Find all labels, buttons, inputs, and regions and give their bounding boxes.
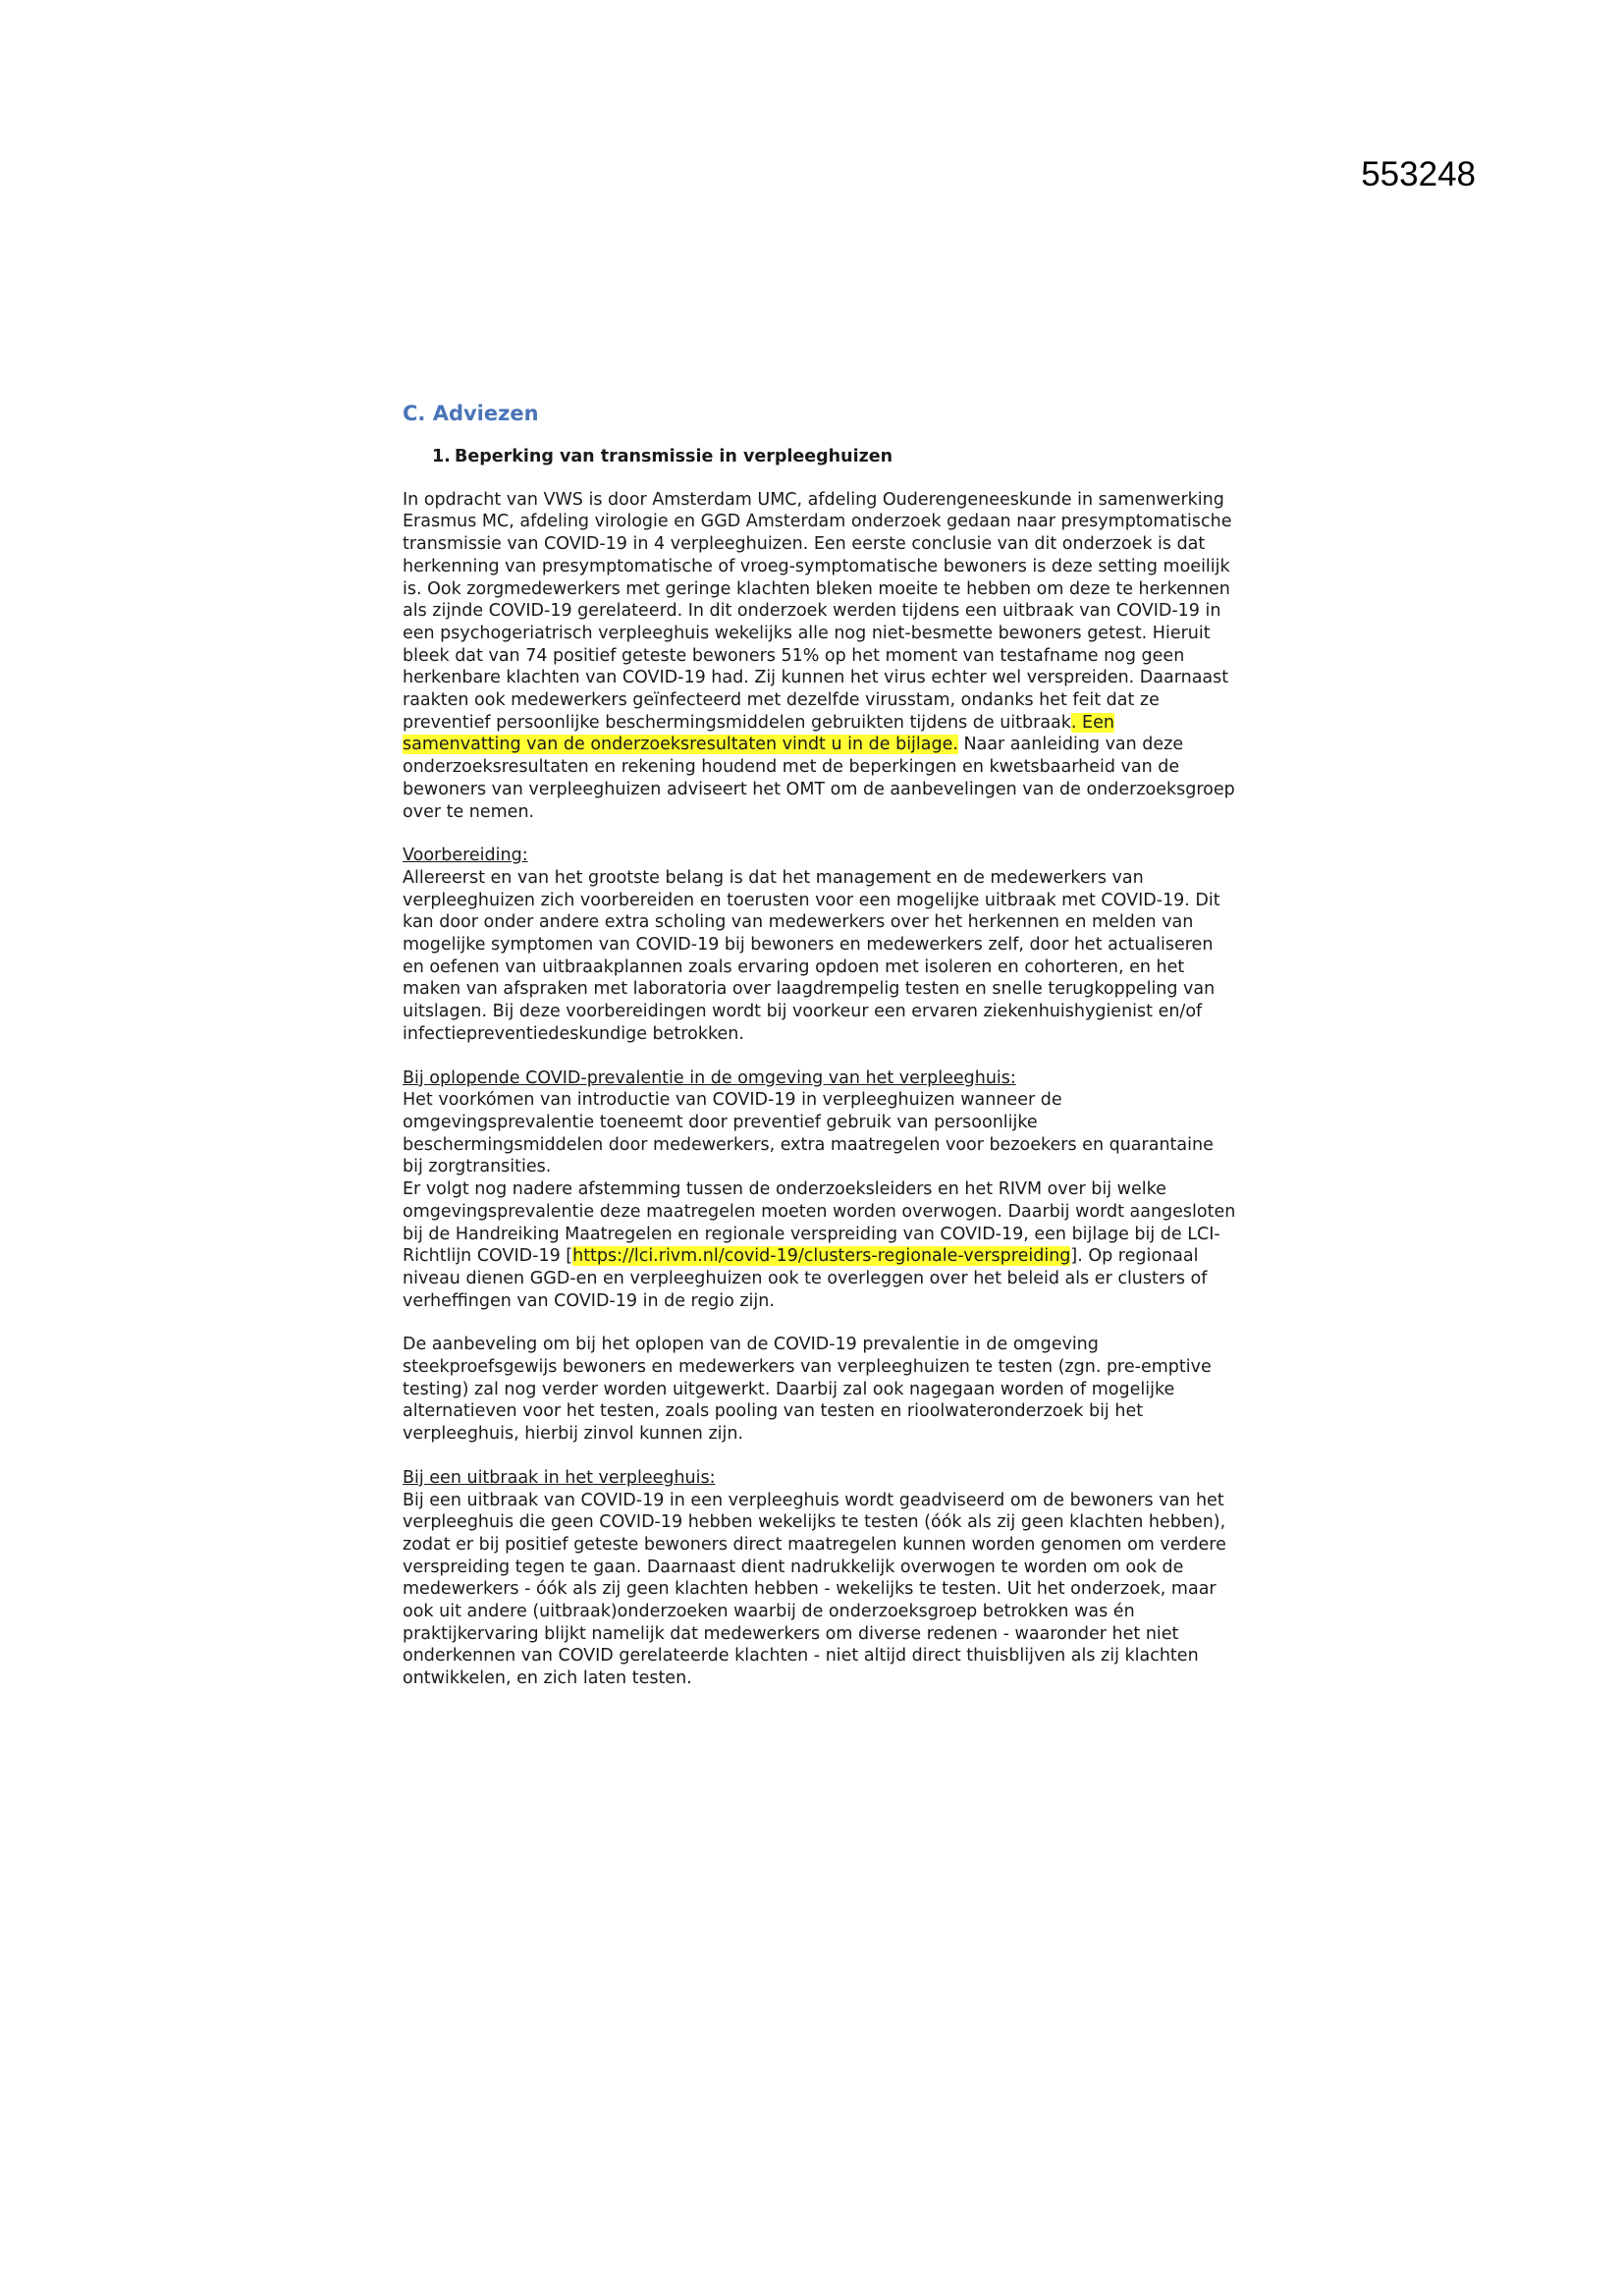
voorbereiding-heading: Voorbereiding: bbox=[403, 846, 528, 866]
oplopend-paragraph bbox=[403, 1067, 1237, 1313]
intro-paragraph bbox=[403, 489, 1237, 824]
uitbraak-text: Bij een uitbraak van COVID-19 in een verpleeghuis wordt geadviseerd om de bewoners van het verpleeghuis die geen COVID-19 hebben wekelijks te testen (óók als zij geen klachten hebben), zodat er bij positief geteste bewoners direct maatregelen kunnen worden genomen om verdere verspreiding tegen te gaan. Daarnaast dient nadrukkelijk overwogen te worden om ook de medewerkers - óók als zij geen klachten hebben - wekelijks te testen. Uit het onderzoek, maar ook uit andere (uitbraak)onderzoeken waarbij de onderzoeksgroep betrokken was én praktijkervaring blijkt namelijk dat medewerkers om diverse redenen - waaronder het niet onderkennen van COVID gerelateerde klachten - niet altijd direct thuisblijven als zij klachten ontwikkelen, en zich laten testen. bbox=[403, 1490, 1226, 1689]
oplopend-text: Het voorkómen van introductie van COVID-19 in verpleeghuizen wanneer de omgevingsprevalentie toeneemt door preventief gebruik van persoonlijke beschermingsmiddelen door medewerkers, extra maatregelen voor bezoekers en quarantaine bij zorgtransities. bbox=[403, 1090, 1214, 1177]
aanbeveling-paragraph bbox=[403, 1334, 1237, 1446]
section-title: C. Adviezen bbox=[403, 402, 539, 425]
oplopend-text-afstemming: Er volgt nog nadere afstemming tussen de onderzoeksleiders en het RIVM over bij welke omgevingsprevalentie deze maatregelen moeten worden overwogen. Daarbij wordt aangesloten bij de Handreiking Maatregelen en regionale verspreiding van COVID-19, een bijlage bij de LCI-Richtlijn COVID-19 [ bbox=[403, 1179, 1236, 1267]
subsection-title-text: Beperking van transmissie in verpleeghuizen bbox=[455, 447, 893, 466]
oplopend-heading: Bij oplopende COVID-prevalentie in de omgeving van het verpleeghuis: bbox=[403, 1067, 1016, 1088]
document-body bbox=[403, 401, 1237, 1712]
intro-text: In opdracht van VWS is door Amsterdam UMC, afdeling Ouderengeneeskunde in samenwerking Erasmus MC, afdeling virologie en GGD Amsterdam onderzoek gedaan naar presymptomatische transmissie van COVID-19 in 4 verpleeghuizen. Een eerste conclusie van dit onderzoek is dat herkenning van presymptomatische of vroeg-symptomatische bewoners is deze setting moeilijk is. Ook zorgmedewerkers met geringe klachten bleken moeite te hebben om deze te herkennen als zijnde COVID-19 gerelateerd. In dit onderzoek werden tijdens een uitbraak van COVID-19 in een psychogeriatrisch verpleeghuis wekelijks alle nog niet-besmette bewoners getest. Hieruit bleek dat van 74 positief geteste bewoners 51% op het moment van testafname nog geen herkenbare klachten van COVID-19 had. Zij kunnen het virus echter wel verspreiden. Daarnaast raakten ook medewerkers geïnfecteerd met dezelfde virusstam, ondanks het feit dat ze preventief persoonlijke beschermingsmiddelen gebruikten tijdens de uitbraak bbox=[403, 489, 1232, 733]
document-number: 553248 bbox=[1361, 155, 1476, 193]
aanbeveling-text: De aanbeveling om bij het oplopen van de COVID-19 prevalentie in de omgeving steekproefsgewijs bewoners en medewerkers van verpleeghuizen te testen (zgn. pre-emptive testing) zal nog verder worden uitgewerkt. Daarbij zal ook nagegaan worden of mogelijke alternatieven voor het testen, zoals pooling van testen en rioolwateronderzoek bij het verpleeghuis, hierbij zinvol kunnen zijn. bbox=[403, 1335, 1212, 1445]
voorbereiding-paragraph bbox=[403, 845, 1237, 1045]
uitbraak-heading: Bij een uitbraak in het verpleeghuis: bbox=[403, 1467, 716, 1488]
oplopend-text-regionaal: ]. Op regionaal niveau dienen GGD-en en verpleeghuizen ook te overleggen over het beleid als er clusters of verheffingen van COVID-19 in de regio zijn. bbox=[403, 1246, 1208, 1311]
voorbereiding-text: Allereerst en van het grootste belang is dat het management en de medewerkers van verpleeghuizen zich voorbereiden en toerusten voor een mogelijke uitbraak met COVID-19. Dit kan door onder andere extra scholing van medewerkers over het herkennen en melden van mogelijke symptomen van COVID-19 bij bewoners en medewerkers zelf, door het actualiseren en oefenen van uitbraakplannen zoals ervaring opdoen met isoleren en cohorteren, en het maken van afspraken met laboratoria over laagdrempelig testen en snelle terugkoppeling van uitslagen. Bij deze voorbereidingen wordt bij voorkeur een ervaren ziekenhuishygienist en/of infectiepreventiedeskundige betrokken. bbox=[403, 867, 1220, 1044]
intro-text-continued: Naar aanleiding van deze onderzoeksresultaten en rekening houdend met de beperkingen en kwetsbaarheid van de bewoners van verpleeghuizen adviseert het OMT om de aanbevelingen van de onderzoeksgroep over te nemen. bbox=[403, 735, 1235, 822]
lci-link[interactable]: https://lci.rivm.nl/covid-19/clusters-regionale-verspreiding bbox=[572, 1246, 1071, 1267]
subsection-number: 1. bbox=[432, 447, 451, 466]
intro-highlight: . Een samenvatting van de onderzoeksresultaten vindt u in de bijlage. bbox=[403, 712, 1114, 755]
uitbraak-paragraph bbox=[403, 1467, 1237, 1690]
subsection-title bbox=[432, 446, 1237, 468]
